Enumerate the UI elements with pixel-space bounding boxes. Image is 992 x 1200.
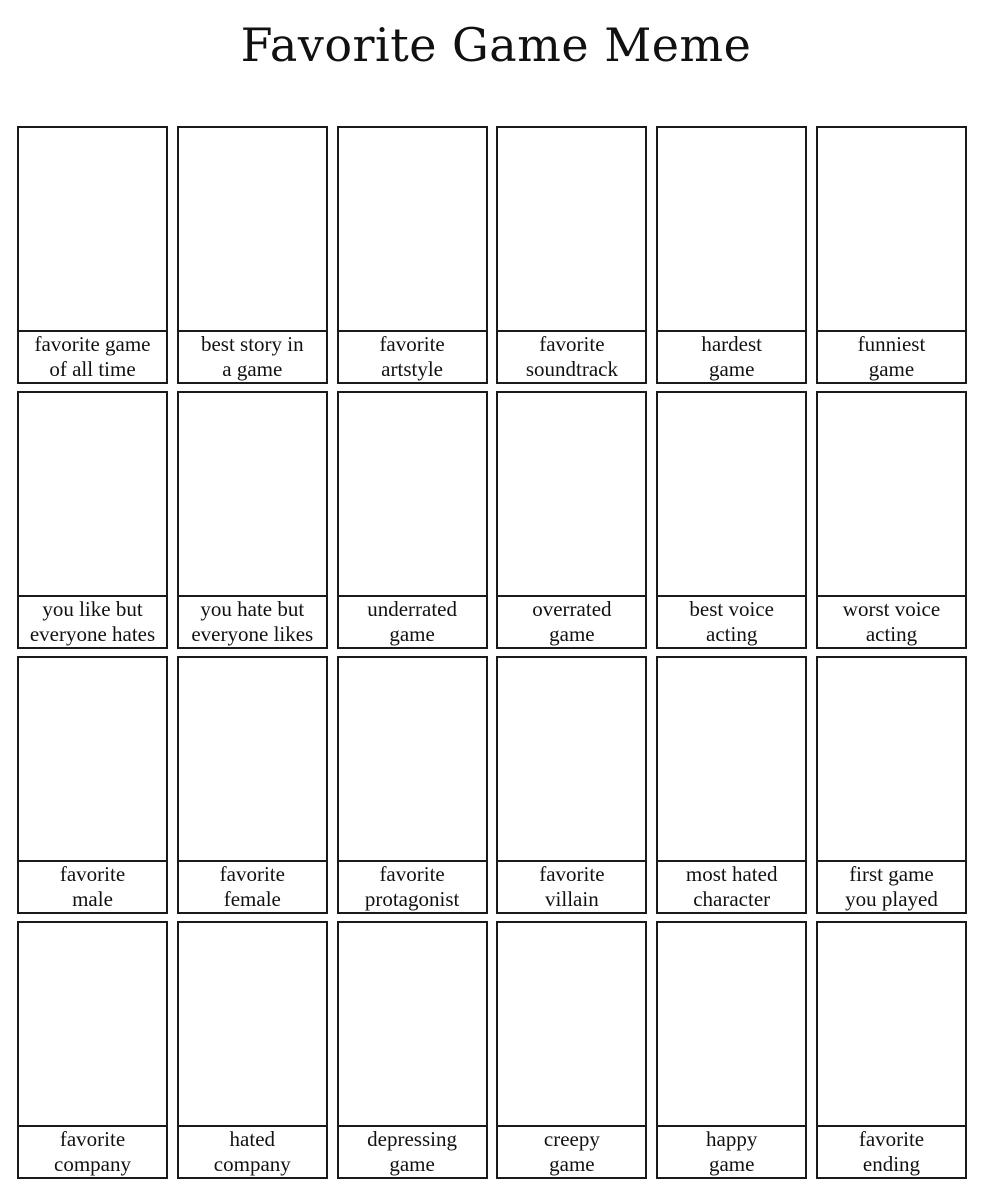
cell-label: hated company [213,1127,291,1176]
grid-cell [177,391,328,649]
cell-label: underrated game [367,597,457,646]
cell-label: best voice acting [689,597,774,646]
grid-cell [816,391,967,649]
image-slot[interactable] [498,658,645,862]
cell-label: favorite protagonist [364,862,460,911]
cell-label: you hate but everyone likes [191,597,314,646]
cell-label: best story in a game [200,332,304,381]
grid-cell [17,126,168,384]
image-slot[interactable] [339,658,486,862]
cell-label: first game you played [845,862,938,911]
grid-cell [496,656,647,914]
cell-label: favorite female [219,862,285,911]
image-slot[interactable] [498,393,645,597]
image-slot[interactable] [19,923,166,1127]
grid-cell [656,921,807,1179]
grid-cell [337,126,488,384]
image-slot[interactable] [658,393,805,597]
grid-cell [816,921,967,1179]
grid-cell [656,656,807,914]
cell-label: overrated game [532,597,612,646]
cell-label: favorite artstyle [379,332,445,381]
image-slot[interactable] [19,393,166,597]
image-slot[interactable] [179,128,326,332]
cell-label: favorite soundtrack [525,332,618,381]
cell-label: favorite villain [539,862,605,911]
image-slot[interactable] [818,658,965,862]
image-slot[interactable] [339,128,486,332]
image-slot[interactable] [658,658,805,862]
image-slot[interactable] [179,658,326,862]
grid-cell [177,656,328,914]
image-slot[interactable] [818,393,965,597]
grid-cell [656,391,807,649]
image-slot[interactable] [179,393,326,597]
grid-cell [816,126,967,384]
cell-label: favorite game of all time [34,332,151,381]
grid-cell [816,656,967,914]
grid-cell [17,656,168,914]
image-slot[interactable] [498,128,645,332]
image-slot[interactable] [818,923,965,1127]
grid-cell [496,126,647,384]
image-slot[interactable] [658,128,805,332]
cell-label: worst voice acting [842,597,941,646]
grid-cell [337,921,488,1179]
grid-cell [337,391,488,649]
grid-cell [656,126,807,384]
image-slot[interactable] [498,923,645,1127]
grid-cell [177,126,328,384]
grid-cell [496,391,647,649]
grid-cell [17,921,168,1179]
meme-grid [17,126,967,1182]
image-slot[interactable] [818,128,965,332]
cell-label: favorite male [59,862,126,911]
image-slot[interactable] [658,923,805,1127]
cell-label: depressing game [367,1127,457,1176]
cell-label: hardest game [701,332,763,381]
page-title: Favorite Game Meme [240,18,752,72]
cell-label: most hated character [685,862,778,911]
grid-cell [17,391,168,649]
image-slot[interactable] [339,923,486,1127]
image-slot[interactable] [339,393,486,597]
cell-label: funniest game [857,332,926,381]
cell-label: you like but everyone hates [29,597,156,646]
grid-cell [337,656,488,914]
image-slot[interactable] [179,923,326,1127]
cell-label: happy game [706,1127,758,1176]
cell-label: favorite company [54,1127,131,1176]
grid-cell [177,921,328,1179]
image-slot[interactable] [19,128,166,332]
cell-label: favorite ending [858,1127,925,1176]
grid-cell [496,921,647,1179]
cell-label: creepy game [543,1127,600,1176]
image-slot[interactable] [19,658,166,862]
